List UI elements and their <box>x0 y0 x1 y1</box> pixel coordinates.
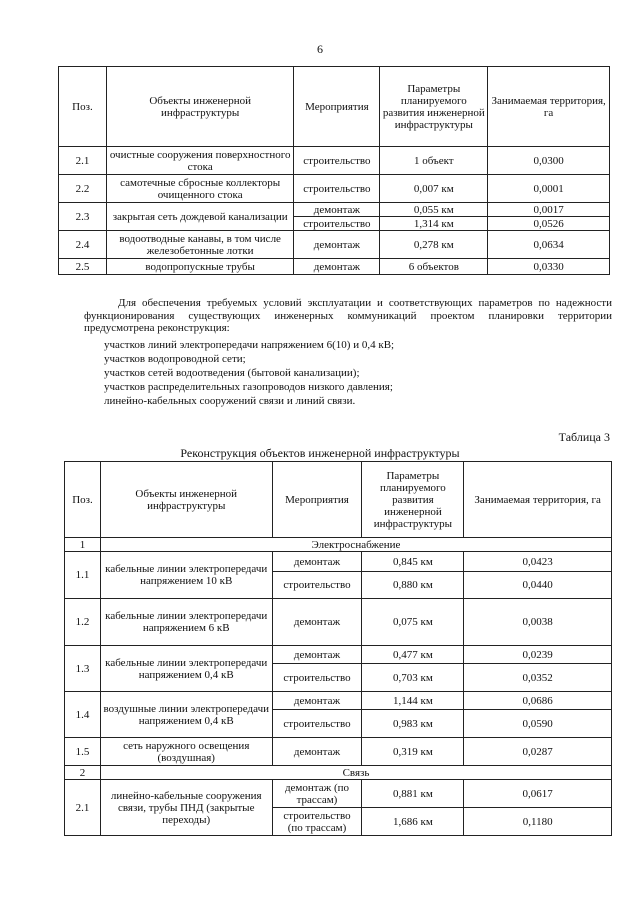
cell-pos: 1.1 <box>65 552 101 599</box>
reconstruction-list <box>104 338 394 408</box>
cell-action: строительство <box>272 572 362 599</box>
cell-object: водоотводные канавы, в том числе железобетонные лотки <box>106 231 294 259</box>
cell-param: 0,007 км <box>380 175 488 203</box>
table-row <box>59 203 610 217</box>
cell-param: 0,845 км <box>362 552 464 572</box>
table-header-row <box>59 67 610 147</box>
cell-pos: 1.4 <box>65 692 101 738</box>
cell-action: демонтаж <box>294 203 380 217</box>
cell-action: демонтаж <box>272 692 362 710</box>
reconstruction-table <box>64 461 612 836</box>
header-action: Мероприятия <box>294 67 380 147</box>
cell-param: 6 объектов <box>380 259 488 275</box>
header-object: Объекты инженерной инфраструктуры <box>106 67 294 147</box>
header-area: Занимаемая территория, га <box>488 67 610 147</box>
header-param: Параметры планируемого развития инженерной инфраструктуры <box>362 462 464 538</box>
list-item: участков водопроводной сети; <box>104 353 246 365</box>
list-item: участков сетей водоотведения (бытовой канализации); <box>104 367 360 379</box>
table-row <box>59 175 610 203</box>
list-item: участков линий электропередачи напряжением 6(10) и 0,4 кВ; <box>104 339 395 351</box>
cell-action: демонтаж <box>272 738 362 766</box>
cell-action: демонтаж (по трассам) <box>272 780 362 808</box>
table-row <box>65 780 612 808</box>
cell-action: демонтаж <box>272 552 362 572</box>
header-object: Объекты инженерной инфраструктуры <box>100 462 272 538</box>
cell-pos: 2.4 <box>59 231 107 259</box>
cell-area: 0,0590 <box>464 710 612 738</box>
cell-param: 1,686 км <box>362 808 464 836</box>
cell-area: 0,0239 <box>464 646 612 664</box>
cell-area: 0,0352 <box>464 664 612 692</box>
section-title: Электроснабжение <box>100 538 611 552</box>
cell-area: 0,0300 <box>488 147 610 175</box>
table-row <box>65 599 612 646</box>
section-row <box>65 538 612 552</box>
cell-param: 0,278 км <box>380 231 488 259</box>
cell-area: 0,0001 <box>488 175 610 203</box>
cell-pos: 2.1 <box>59 147 107 175</box>
cell-area: 0,0287 <box>464 738 612 766</box>
section-pos: 2 <box>65 766 101 780</box>
cell-action: демонтаж <box>294 259 380 275</box>
cell-object: кабельные линии электропередачи напряжением 6 кВ <box>100 599 272 646</box>
cell-param: 0,880 км <box>362 572 464 599</box>
cell-object: кабельные линии электропередачи напряжением 0,4 кВ <box>100 646 272 692</box>
cell-param: 0,055 км <box>380 203 488 217</box>
table-row <box>59 259 610 275</box>
table-row <box>59 231 610 259</box>
cell-object: воздушные линии электропередачи напряжением 0,4 кВ <box>100 692 272 738</box>
cell-action: строительство <box>272 710 362 738</box>
cell-pos: 2.5 <box>59 259 107 275</box>
cell-object: самотечные сбросные коллекторы очищенного стока <box>106 175 294 203</box>
cell-action: строительство <box>294 175 380 203</box>
cell-pos: 2.2 <box>59 175 107 203</box>
cell-pos: 2.1 <box>65 780 101 836</box>
cell-pos: 1.3 <box>65 646 101 692</box>
table-title: Реконструкция объектов инженерной инфраструктуры <box>180 446 460 460</box>
cell-area: 0,0017 <box>488 203 610 217</box>
cell-pos: 1.5 <box>65 738 101 766</box>
cell-param: 0,881 км <box>362 780 464 808</box>
cell-param: 0,703 км <box>362 664 464 692</box>
cell-object: очистные сооружения поверхностного стока <box>106 147 294 175</box>
page-number: 6 <box>317 42 323 56</box>
list-item: участков распределительных газопроводов низкого давления; <box>104 381 393 393</box>
cell-action: строительство (по трассам) <box>272 808 362 836</box>
cell-area: 0,0423 <box>464 552 612 572</box>
table-row <box>65 692 612 710</box>
cell-pos: 1.2 <box>65 599 101 646</box>
table-row <box>65 738 612 766</box>
section-title: Связь <box>100 766 611 780</box>
cell-object: линейно-кабельные сооружения связи, трубы ПНД (закрытые переходы) <box>100 780 272 836</box>
cell-area: 0,0686 <box>464 692 612 710</box>
cell-object: кабельные линии электропередачи напряжением 10 кВ <box>100 552 272 599</box>
header-pos: Поз. <box>59 67 107 147</box>
header-pos: Поз. <box>65 462 101 538</box>
cell-param: 0,477 км <box>362 646 464 664</box>
table-row <box>65 552 612 572</box>
list-item: линейно-кабельных сооружений связи и линий связи. <box>104 395 356 407</box>
cell-param: 0,075 км <box>362 599 464 646</box>
body-paragraph <box>84 297 612 335</box>
cell-area: 0,0634 <box>488 231 610 259</box>
cell-param: 1,314 км <box>380 217 488 231</box>
paragraph-text: Для обеспечения требуемых условий эксплуатации и соответствующих параметров по надежности функционирования существующих инженерных коммуникаций проектом планировки территории предусмотрена реконструкция: <box>84 297 612 334</box>
cell-object: водопропускные трубы <box>106 259 294 275</box>
cell-action: демонтаж <box>272 599 362 646</box>
header-param: Параметры планируемого развития инженерной инфраструктуры <box>380 67 488 147</box>
header-action: Мероприятия <box>272 462 362 538</box>
cell-action: демонтаж <box>294 231 380 259</box>
cell-area: 0,0440 <box>464 572 612 599</box>
section-row <box>65 766 612 780</box>
table-row <box>65 646 612 664</box>
cell-area: 0,0526 <box>488 217 610 231</box>
section-pos: 1 <box>65 538 101 552</box>
cell-pos: 2.3 <box>59 203 107 231</box>
table-header-row <box>65 462 612 538</box>
cell-action: строительство <box>294 147 380 175</box>
table-row <box>59 147 610 175</box>
cell-area: 0,0617 <box>464 780 612 808</box>
table-label: Таблица 3 <box>558 430 610 444</box>
cell-action: демонтаж <box>272 646 362 664</box>
cell-action: строительство <box>294 217 380 231</box>
cell-param: 1 объект <box>380 147 488 175</box>
infrastructure-table-continued <box>58 66 610 275</box>
cell-area: 0,1180 <box>464 808 612 836</box>
cell-param: 1,144 км <box>362 692 464 710</box>
cell-param: 0,319 км <box>362 738 464 766</box>
cell-object: закрытая сеть дождевой канализации <box>106 203 294 231</box>
cell-area: 0,0330 <box>488 259 610 275</box>
cell-area: 0,0038 <box>464 599 612 646</box>
cell-param: 0,983 км <box>362 710 464 738</box>
cell-object: сеть наружного освещения (воздушная) <box>100 738 272 766</box>
header-area: Занимаемая территория, га <box>464 462 612 538</box>
cell-action: строительство <box>272 664 362 692</box>
